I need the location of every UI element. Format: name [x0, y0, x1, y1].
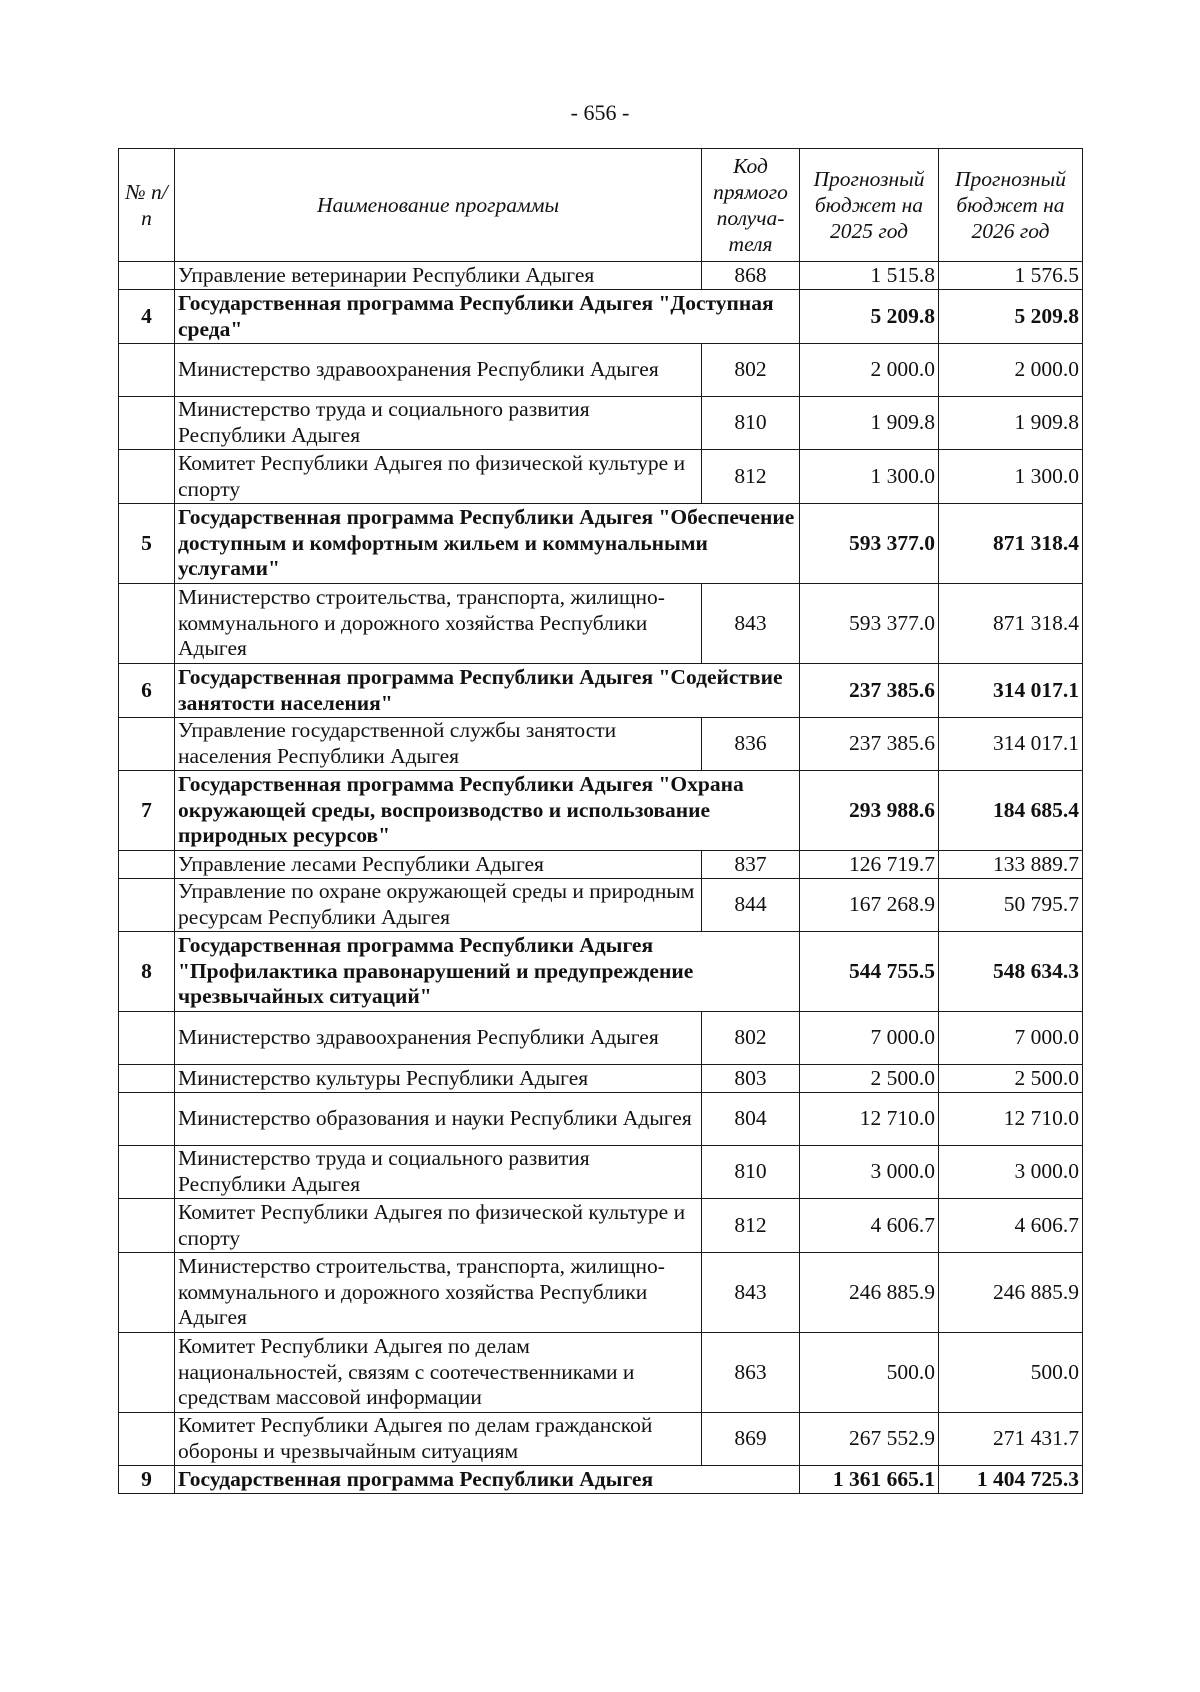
row-number: 5	[119, 504, 175, 584]
recipient-name: Министерство труда и социального развития Республики Адыгея	[175, 397, 702, 450]
program-name: Государственная программа Республики Адыгея "Доступная среда"	[175, 290, 800, 344]
recipient-row	[119, 584, 1083, 664]
budget-2026-value: 5 209.8	[939, 290, 1083, 344]
recipient-name: Управление государственной службы занятости населения Республики Адыгея	[175, 718, 702, 771]
row-number	[119, 1199, 175, 1253]
recipient-name: Министерство строительства, транспорта, жилищно-коммунального и дорожного хозяйства Республики Адыгея	[175, 1253, 702, 1333]
row-number	[119, 1333, 175, 1413]
recipient-name: Комитет Республики Адыгея по делам гражданской обороны и чрезвычайным ситуациям	[175, 1413, 702, 1466]
header-budget-2026: Прогнозный бюджет на 2026 год	[939, 149, 1083, 262]
recipient-row	[119, 1093, 1083, 1146]
recipient-row	[119, 1333, 1083, 1413]
recipient-row	[119, 1065, 1083, 1093]
budget-2026-value: 2 000.0	[939, 344, 1083, 397]
row-number	[119, 1065, 175, 1093]
budget-2025-value: 1 300.0	[800, 450, 939, 504]
page-number: - 656 -	[570, 100, 630, 125]
recipient-code: 812	[702, 1199, 800, 1253]
program-name: Государственная программа Республики Адыгея "Профилактика правонарушений и предупреждение чрезвычайных ситуаций"	[175, 932, 800, 1012]
row-number: 7	[119, 771, 175, 851]
budget-2026-value: 7 000.0	[939, 1012, 1083, 1065]
budget-2026-value: 871 318.4	[939, 504, 1083, 584]
recipient-code: 844	[702, 879, 800, 932]
budget-2025-value: 293 988.6	[800, 771, 939, 851]
budget-2025-value: 2 500.0	[800, 1065, 939, 1093]
recipient-name: Министерство строительства, транспорта, жилищно-коммунального и дорожного хозяйства Республики Адыгея	[175, 584, 702, 664]
budget-2025-value: 12 710.0	[800, 1093, 939, 1146]
budget-2025-value: 1 361 665.1	[800, 1466, 939, 1494]
recipient-name: Комитет Республики Адыгея по физической культуре и спорту	[175, 1199, 702, 1253]
budget-2026-value: 1 300.0	[939, 450, 1083, 504]
program-name: Государственная программа Республики Адыгея "Обеспечение доступным и комфортным жильем и коммунальными услугами"	[175, 504, 800, 584]
recipient-code: 812	[702, 450, 800, 504]
budget-2025-value: 544 755.5	[800, 932, 939, 1012]
row-number	[119, 1253, 175, 1333]
budget-2026-value: 314 017.1	[939, 718, 1083, 771]
recipient-code: 803	[702, 1065, 800, 1093]
budget-2026-value: 12 710.0	[939, 1093, 1083, 1146]
budget-2025-value: 593 377.0	[800, 584, 939, 664]
recipient-code: 843	[702, 1253, 800, 1333]
row-number	[119, 344, 175, 397]
recipient-code: 843	[702, 584, 800, 664]
budget-2025-value: 246 885.9	[800, 1253, 939, 1333]
budget-2025-value: 126 719.7	[800, 851, 939, 879]
recipient-code: 804	[702, 1093, 800, 1146]
budget-2025-value: 2 000.0	[800, 344, 939, 397]
program-name: Государственная программа Республики Адыгея "Охрана окружающей среды, воспроизводство и использование природных ресурсов"	[175, 771, 800, 851]
row-number	[119, 397, 175, 450]
budget-2026-value: 314 017.1	[939, 664, 1083, 718]
row-number	[119, 879, 175, 932]
table-header-row	[119, 149, 1083, 262]
recipient-code: 868	[702, 262, 800, 290]
recipient-name: Министерство труда и социального развития Республики Адыгея	[175, 1146, 702, 1199]
row-number	[119, 262, 175, 290]
budget-2026-value: 871 318.4	[939, 584, 1083, 664]
budget-2025-value: 1 909.8	[800, 397, 939, 450]
budget-2025-value: 3 000.0	[800, 1146, 939, 1199]
budget-table	[118, 148, 1083, 1494]
budget-2025-value: 237 385.6	[800, 664, 939, 718]
budget-2026-value: 4 606.7	[939, 1199, 1083, 1253]
header-name: Наименование программы	[175, 149, 702, 262]
recipient-name: Комитет Республики Адыгея по делам национальностей, связям с соотечественниками и средствам массовой информации	[175, 1333, 702, 1413]
recipient-row	[119, 450, 1083, 504]
budget-2026-value: 2 500.0	[939, 1065, 1083, 1093]
recipient-row	[119, 344, 1083, 397]
recipient-row	[119, 1012, 1083, 1065]
budget-2025-value: 5 209.8	[800, 290, 939, 344]
budget-2026-value: 184 685.4	[939, 771, 1083, 851]
budget-2026-value: 50 795.7	[939, 879, 1083, 932]
program-row	[119, 290, 1083, 344]
row-number: 6	[119, 664, 175, 718]
row-number	[119, 1093, 175, 1146]
budget-2026-value: 271 431.7	[939, 1413, 1083, 1466]
header-budget-2025: Прогнозный бюджет на 2025 год	[800, 149, 939, 262]
budget-2025-value: 167 268.9	[800, 879, 939, 932]
recipient-row	[119, 718, 1083, 771]
row-number	[119, 1012, 175, 1065]
recipient-row	[119, 1413, 1083, 1466]
header-code: Код прямого получа-теля	[702, 149, 800, 262]
program-row	[119, 664, 1083, 718]
recipient-name: Министерство здравоохранения Республики Адыгея	[175, 1012, 702, 1065]
recipient-name: Министерство образования и науки Республики Адыгея	[175, 1093, 702, 1146]
recipient-row	[119, 851, 1083, 879]
budget-2025-value: 7 000.0	[800, 1012, 939, 1065]
budget-2025-value: 267 552.9	[800, 1413, 939, 1466]
recipient-row	[119, 1199, 1083, 1253]
program-name: Государственная программа Республики Адыгея	[175, 1466, 800, 1494]
recipient-code: 869	[702, 1413, 800, 1466]
row-number: 9	[119, 1466, 175, 1494]
row-number	[119, 584, 175, 664]
budget-2025-value: 593 377.0	[800, 504, 939, 584]
recipient-row	[119, 1253, 1083, 1333]
budget-2026-value: 500.0	[939, 1333, 1083, 1413]
recipient-row	[119, 262, 1083, 290]
recipient-name: Управление по охране окружающей среды и природным ресурсам Республики Адыгея	[175, 879, 702, 932]
recipient-name: Комитет Республики Адыгея по физической культуре и спорту	[175, 450, 702, 504]
row-number	[119, 1413, 175, 1466]
budget-2026-value: 548 634.3	[939, 932, 1083, 1012]
budget-2025-value: 4 606.7	[800, 1199, 939, 1253]
recipient-code: 810	[702, 397, 800, 450]
recipient-code: 802	[702, 344, 800, 397]
recipient-code: 802	[702, 1012, 800, 1065]
budget-2026-value: 1 909.8	[939, 397, 1083, 450]
budget-2025-value: 237 385.6	[800, 718, 939, 771]
row-number: 8	[119, 932, 175, 1012]
recipient-row	[119, 879, 1083, 932]
recipient-row	[119, 1146, 1083, 1199]
row-number	[119, 851, 175, 879]
program-row	[119, 1466, 1083, 1494]
row-number: 4	[119, 290, 175, 344]
row-number	[119, 718, 175, 771]
budget-2026-value: 133 889.7	[939, 851, 1083, 879]
program-row	[119, 932, 1083, 1012]
budget-2026-value: 3 000.0	[939, 1146, 1083, 1199]
row-number	[119, 1146, 175, 1199]
budget-2026-value: 1 576.5	[939, 262, 1083, 290]
budget-2025-value: 500.0	[800, 1333, 939, 1413]
budget-2026-value: 1 404 725.3	[939, 1466, 1083, 1494]
table-body	[119, 262, 1083, 1494]
recipient-name: Управление ветеринарии Республики Адыгея	[175, 262, 702, 290]
recipient-name: Министерство здравоохранения Республики Адыгея	[175, 344, 702, 397]
recipient-code: 863	[702, 1333, 800, 1413]
recipient-code: 836	[702, 718, 800, 771]
recipient-row	[119, 397, 1083, 450]
header-num: № п/п	[119, 149, 175, 262]
budget-2026-value: 246 885.9	[939, 1253, 1083, 1333]
recipient-code: 837	[702, 851, 800, 879]
row-number	[119, 450, 175, 504]
budget-2025-value: 1 515.8	[800, 262, 939, 290]
program-row	[119, 771, 1083, 851]
program-name: Государственная программа Республики Адыгея "Содействие занятости населения"	[175, 664, 800, 718]
program-row	[119, 504, 1083, 584]
recipient-name: Министерство культуры Республики Адыгея	[175, 1065, 702, 1093]
recipient-name: Управление лесами Республики Адыгея	[175, 851, 702, 879]
recipient-code: 810	[702, 1146, 800, 1199]
